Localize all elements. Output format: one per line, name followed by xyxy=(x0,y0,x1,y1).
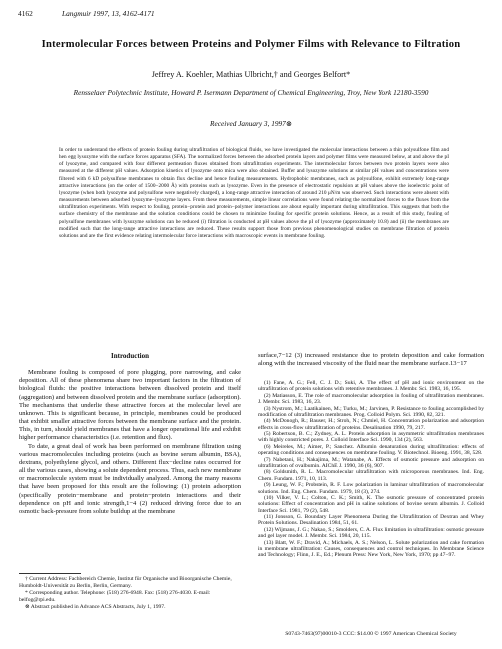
abstract: In order to understand the effects of protein fouling during ultrafiltration of biological fluids, we have investigated the molecular interactions between a thin polysulfone film and hen egg lysozyme with the surface forces apparatus (SFA). The normalized forces between the adsorbed protein layers and polymer films were measured below, at and above the pI of lysozyme, and compared with four different permeation fluxes obtained from ultrafiltration experiments. The intermolecular forces between two protein layers were also measured at the different pH values. Adsorption kinetics of lysozyme onto mica were also obtained. Buffer and lysozyme solutions at similar pH values and concentrations were filtered with 6 kD polysulfone membranes to obtain flux decline and hence fouling measurements. Hydrophobic membranes, such as polysulfone, exhibit extremely long-range attractive interactions (on the order of 1500−2000 Å) with proteins such as lysozyme. Even in the presence of electrostatic repulsion at pH values above the isoelectric point of lysozyme (when both lysozyme and polysulfone were negatively charged), a long-range attractive interaction of around 210 μN/m was observed. Such interactions were absent with measurements between adsorbed lysozyme−lysozyme layers. From these measurements, simple linear correlations were found relating the normalized forces to the fluxes from the ultrafiltration experiments. With respect to fouling, protein−protein and protein−polymer interactions are about equally important during ultrafiltration. This suggests that both the surface chemistry of the membrane and the solution conditions could be chosen to minimize fouling for specific protein solutions. Hence, as a result of this study, fouling of polysulfone membranes with lysozyme solutions can be reduced (i) filtration is conducted at pH values above the pI of lysozyme (approximately 10.8) and (ii) the membranes are modified such that the long-range attractive interactions are reduced. These results support those from previous phenomenological studies on membrane filtration of protein solutions and are the first evidence relating intermolecular force interactions with macroscopic events in membrane fouling. xyxy=(59,147,449,239)
affiliation: Rensselaer Polytechnic Institute, Howard P. Isermann Department of Chemical Engineering, Troy, New York 12180-3590 xyxy=(73,88,429,97)
footnote: † Current Address: Fachbereich Chemie, Institut für Organische und Bioorganische Chemie, Humboldt-Universität zu Berlin, Berlin, Germany. xyxy=(19,576,232,589)
running-header xyxy=(18,9,484,21)
author-list: Jeffrey A. Koehler, Mathias Ulbricht,† and Georges Belfort* xyxy=(151,70,351,79)
reference-item: (5) Robertson, B. C.; Zydney, A. L. Protein adsorption in asymmetric ultrafiltration membranes with highly constricted pores. J. Colloid Interface Sci. 1990, 134 (2), 563. xyxy=(258,431,484,444)
article-title: Intermolecular Forces between Proteins and Polymer Films with Relevance to Filtration xyxy=(41,39,461,50)
reference-item: (2) Matiasson, E. The role of macromolecular adsorption in fouling of ultrafiltration membranes. J. Membr. Sci. 1983, 16, 23. xyxy=(258,392,484,406)
right-column xyxy=(258,352,484,368)
reference-item: (6) Meireles, M.; Aimer, P.; Sanchez. Albumin denaturation during ultrafiltration: effects of operating conditions and consequences on membrane fouling. V. Biotechnol. Bioeng. 1991, 38, 528. xyxy=(258,443,484,457)
reference-item: (11) Jonsson, G. Boundary Layer Phenomena During the Ultrafiltration of Dextran and Whey Protein Solutions. Desalination 1984, 51, 61. xyxy=(258,514,484,527)
reference-item: (10) Vilker, V. L.; Colton, C. K.; Smith, K. The osmotic pressure of concentrated protein solutions: Effect of concentration and pH in saline solutions of bovine serum albumin. J. Colloid Interface Sci. 1981, 79 (2), 548. xyxy=(258,495,484,514)
footnote: ⊗ Abstract published in Advance ACS Abstracts, July 1, 1997. xyxy=(25,604,166,610)
paragraph: surface,7−12 (3) increased resistance due to protein deposition and cake formation along with the increased viscosity of the fluid near the membrane surface.13−17 xyxy=(258,352,484,368)
reference-item: (1) Fane, A. G.; Fell, C. J. D.; Suki, A. The effect of pH and ionic environment on the ultrafiltration of protein solutions with retentive membranes. J. Membr. Sci. 1983, 16, 195. xyxy=(258,380,484,393)
section-heading: Introduction xyxy=(111,352,149,360)
paragraph: Membrane fouling is composed of pore plugging, pore narrowing, and cake deposition. All of these phenomena share two important factors in the filtration of biological fluids: the positive interactions between dissolved protein and itself (aggregation) and between dissolved protein and the membrane surface (adsorption). The mechanisms that underlie these attractive forces at the molecular level are unknown. This is significant because, in principle, membranes could be produced that exhibit smaller attractive forces between the membrane surface and the protein. This, in turn, should yield membranes that have a longer operational life and exhibit higher performance characteristics (i.e. retention and flux). xyxy=(19,369,241,442)
reference-list xyxy=(258,380,484,559)
copyright-line: S0743-7463(97)00010-3 CCC: $14.00 © 1997 American Chemical Society xyxy=(285,631,457,637)
reference-item: (12) Wijmans, J. G.; Nakao, S.; Smolders, C. A. Flux limitation in ultrafiltration: osmotic pressure and gel layer model. J. Membr. Sci. 1984, 20, 115. xyxy=(258,526,484,540)
paragraph: To date, a great deal of work has been performed on membrane filtration using various macromolecules including proteins (such as bovine serum albumin, BSA), dextrans, polyethylene glycol, and others. Different flux−decline rates occurred for all the various cases, showing a solute dependent process. Thus, each new membrane or macromolecule system must be individually analyzed. Among the many reasons that have been proposed for this result are the following: (1) protein adsorption (specifically protein−membrane and protein−protein interactions and their dependence on pH and ionic strength,1−4 (2) reduced driving force due to an osmotic back-pressure from solute buildup at the membrane xyxy=(19,442,241,515)
reference-item: (8) Goldsmith, R. L. Macromolecular ultrafiltration with microporous membranes. Ind. Eng. Chem. Fundam. 1971, 10, 113. xyxy=(258,469,484,482)
reference-item: (3) Nystrom, M.; Laatikainen, M.; Turku, M.; Jarvinen, P. Resistance to fouling accomplished by modification of ultrafiltration membranes. Prog. Colloid Polym. Sci. 1990, 82, 321. xyxy=(258,405,484,418)
left-column xyxy=(19,352,241,516)
footnotes xyxy=(19,576,241,611)
journal-reference: Langmuir 1997, 13, 4162-4171 xyxy=(62,9,155,18)
received-date: Received January 3, 1997⊗ xyxy=(210,119,292,128)
reference-item: (9) Leung, W. F.; Probstein, R. F. Low polarization in laminar ultrafiltration of macromolecular solutions. Ind. Eng. Chem. Fundam. 1979, 18 (3), 274. xyxy=(258,482,484,495)
reference-item: (13) Blatt, W. F.; Dravid, A.; Michaels, A. S.; Nelson, L. Solute polarization and cake formation in membrane ultrafiltration: Causes, consequences and control techniques. In Membrane Science and Technology; Flinn, J. E., Ed.; Plenum Press: New York, New York, 1970; pp 47−97. xyxy=(258,539,484,559)
page-number: 4162 xyxy=(18,9,33,18)
reference-item: (4) McDonogh, R.; Bauser, H.; Stroh, N.; Chmiel, H. Concentration polarization and adsorption effects in cross-flow ultrafiltration of proteins. Desalination 1990, 79, 217. xyxy=(258,418,484,431)
reference-item: (7) Nabetani, H.; Nakajima, M.; Watanabe, A. Effects of osmotic pressure and adsorption on ultrafiltration of ovalbumin. AIChE J. 1990, 36 (6), 907. xyxy=(258,456,484,469)
footnote: * Corresponding author. Telephone: (518) 276-6948. Fax: (518) 276-4030. E-mail: belfog@rpi.edu. xyxy=(19,590,211,603)
footnote-divider xyxy=(19,573,81,574)
